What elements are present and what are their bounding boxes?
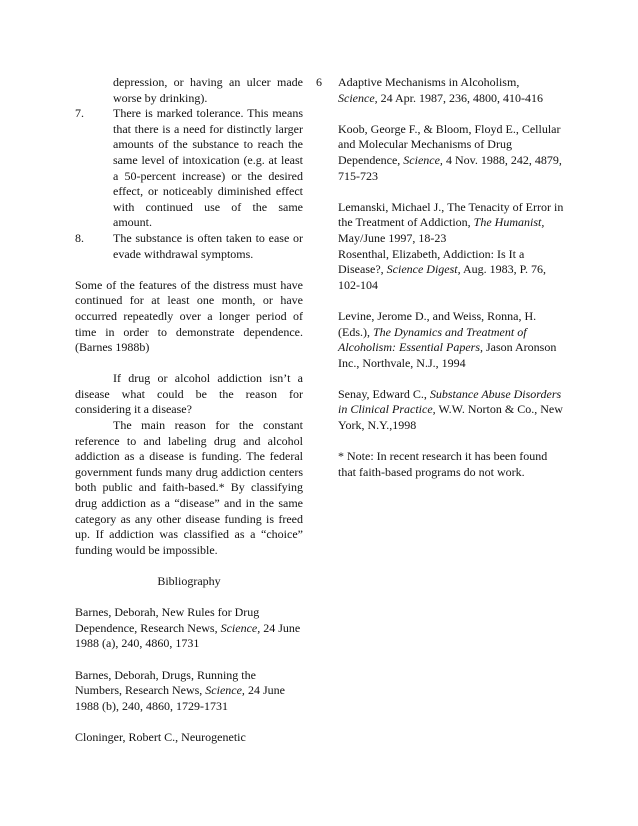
bibliography-entry: Lemanski, Michael J., The Tenacity of Error in the Treatment of Addiction, The Humanist, May/June 1997, 18-23 <box>338 199 564 245</box>
bibliography-entry: Barnes, Deborah, New Rules for Drug Dependence, Research News, Science, 24 June 1988 (a), 240, 4860, 1731 <box>75 605 301 651</box>
paragraph-funding: The main reason for the constant reference to and labeling drug and alcohol addiction as a disease is funding. The federal government funds many drug addiction centers both public and faith-based.* By classifying drug addiction as a “disease” and in the same category as any other disease funding is freed up. If addiction was classified as a “choice” funding would be impossible. <box>75 418 303 557</box>
list-item-text: The substance is often taken to ease or evade withdrawal symptoms. <box>113 230 303 261</box>
bibliography-entry-continuation: 6 Adaptive Mechanisms in Alcoholism, Science, 24 Apr. 1987, 236, 4800, 410-416 <box>316 75 543 105</box>
bibliography-entry: Rosenthal, Elizabeth, Addiction: Is It a Disease?, Science Digest, Aug. 1983, P. 76, 102-104 <box>338 246 546 292</box>
list-item <box>75 231 303 262</box>
paragraph-question: If drug or alcohol addiction isn’t a disease what could be the reason for considering it a disease? <box>75 371 303 417</box>
footnote-number: 6 <box>316 75 322 89</box>
list-item-number: 8. <box>75 230 84 245</box>
list-item-number: 7. <box>75 106 84 121</box>
list-item-text: There is marked tolerance. This means that there is a need for distinctly larger amounts of the substance to reach the same level of intoxication (e.g. at least a 50-percent increase) or the desired effect, or noticeably diminished effect with continued use of the same amount. <box>113 106 303 230</box>
footnote-note: * Note: In recent research it has been found that faith-based programs do not work. <box>338 449 548 479</box>
list-item <box>75 106 303 231</box>
bibliography-entry: Koob, George F., & Bloom, Floyd E., Cellular and Molecular Mechanisms of Drug Dependence, Science, 4 Nov. 1988, 242, 4879, 715-723 <box>338 121 562 183</box>
bibliography-entry: Levine, Jerome D., and Weiss, Ronna, H. (Eds.), The Dynamics and Treatment of Alcoholism: Essential Papers, Jason Aronson Inc., Northvale, N.J., 1994 <box>338 308 557 370</box>
bibliography-entry: Cloninger, Robert C., Neurogenetic <box>75 729 246 744</box>
right-column <box>316 75 566 480</box>
bibliography-heading: Bibliography <box>157 574 221 588</box>
list-item-continuation: depression, or having an ulcer made worse by drinking). <box>113 75 303 105</box>
paragraph-dependence: Some of the features of the distress must have continued for at least one month, or have occurred repeatedly over a longer period of time in order to demonstrate dependence. (Barnes 1988b) <box>75 277 303 355</box>
bibliography-entry: Barnes, Deborah, Drugs, Running the Numbers, Research News, Science, 24 June 1988 (b), 240, 4860, 1729-1731 <box>75 667 285 713</box>
left-column <box>75 75 303 746</box>
bibliography-entry: Senay, Edward C., Substance Abuse Disorders in Clinical Practice, W.W. Norton & Co., New York, N.Y.,1998 <box>338 386 563 433</box>
